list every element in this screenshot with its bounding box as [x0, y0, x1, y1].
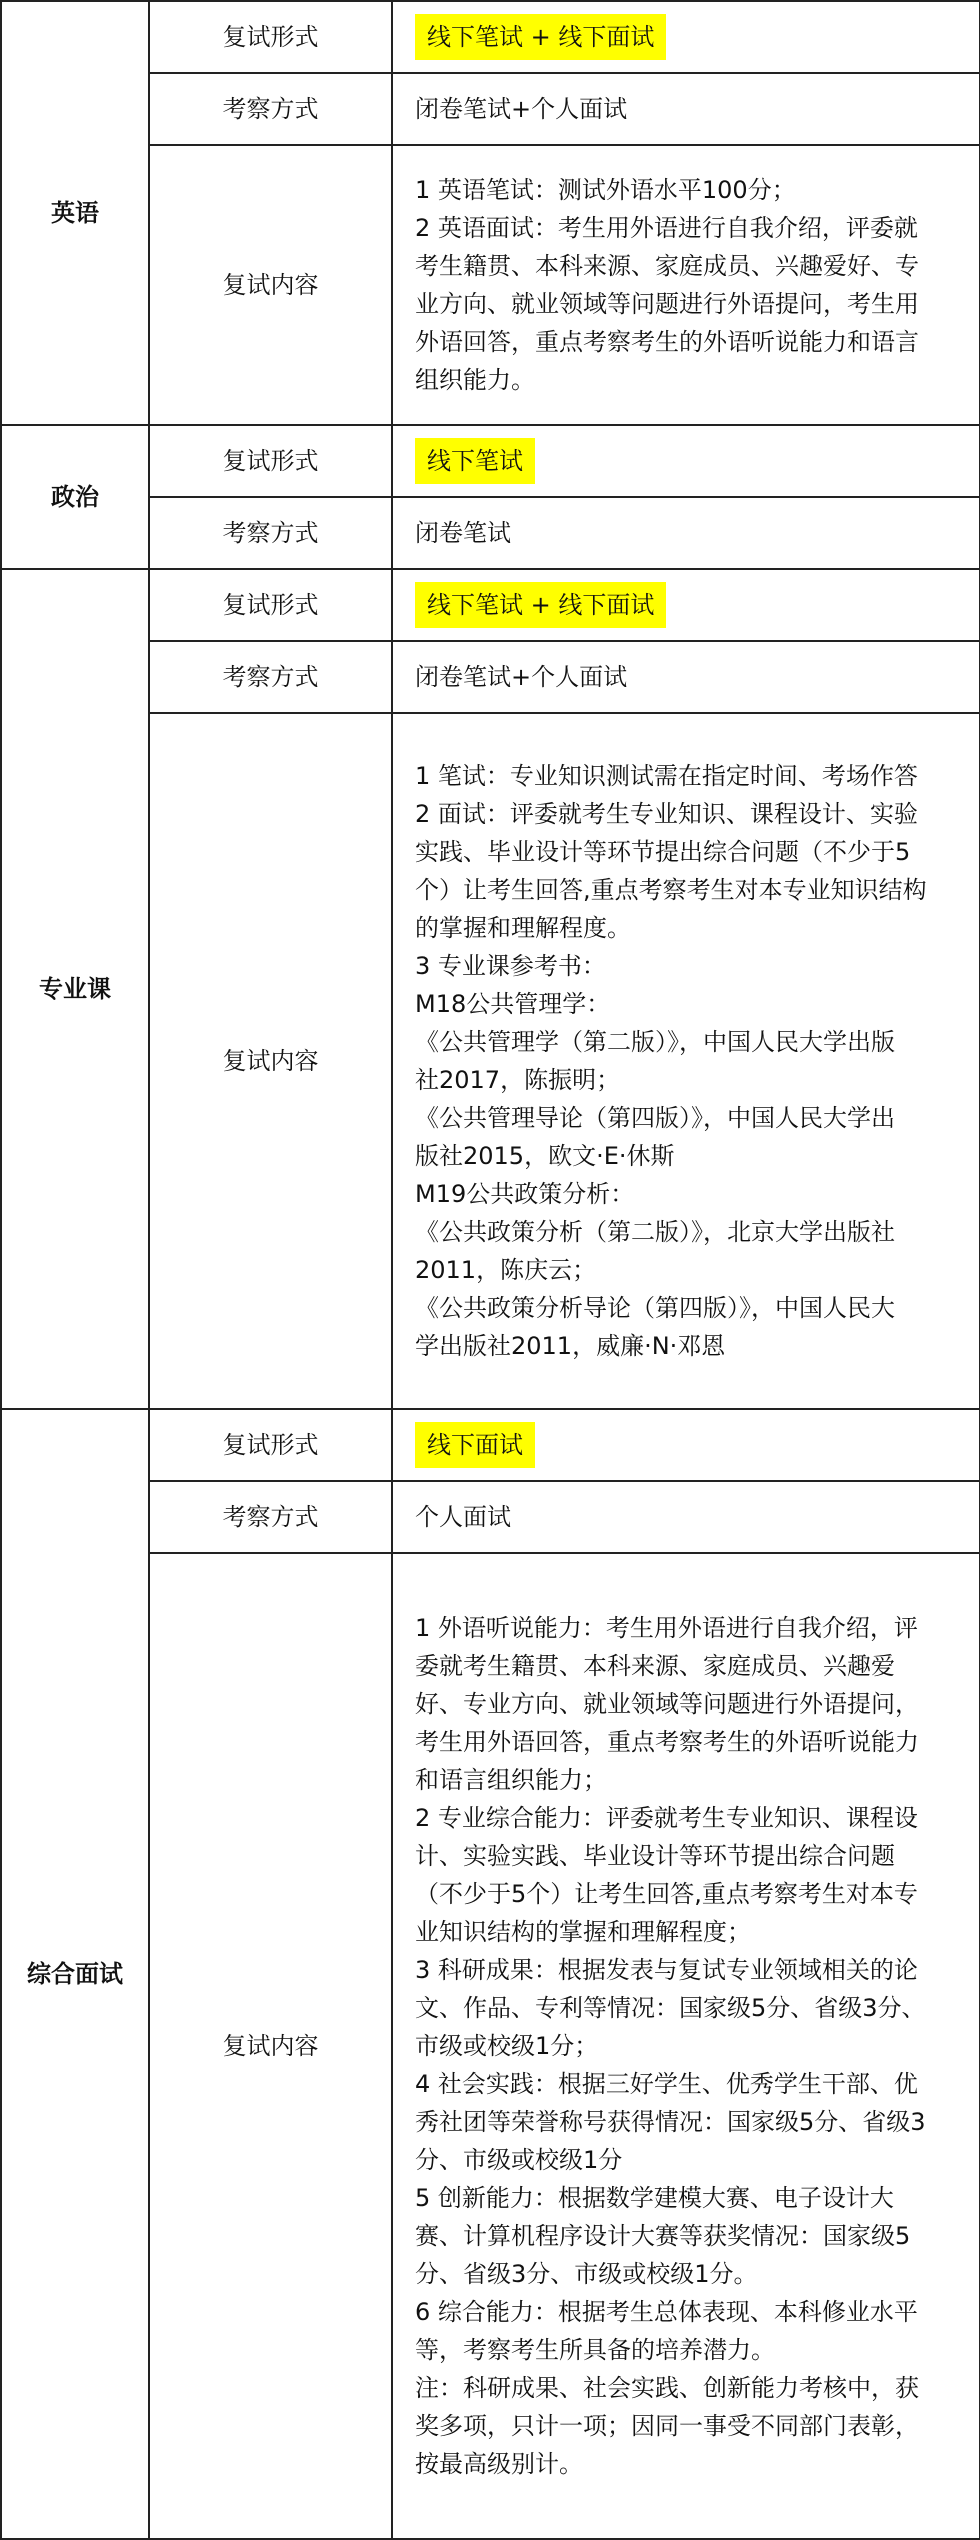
- content-line: 《公共管理导论（第四版）》，中国人民大学出: [415, 1104, 895, 1132]
- politics-form-value: [392, 425, 980, 497]
- interview-method-value: 个人面试: [392, 1481, 980, 1553]
- content-line: 3 专业课参考书：: [415, 952, 606, 980]
- content-label: 复试内容: [149, 145, 392, 425]
- content-line: 市级或校级1分；: [415, 2032, 599, 2060]
- content-line: 考生籍贯、本科来源、家庭成员、兴趣爱好、专: [415, 252, 919, 280]
- content-line: 分、省级3分、市级或校级1分。: [415, 2260, 758, 2288]
- content-line: 奖多项，只计一项；因同一事受不同部门表彰，: [415, 2412, 919, 2440]
- interview-form-row: [1, 1409, 980, 1481]
- content-line: 赛、计算机程序设计大赛等获奖情况：国家级5: [415, 2222, 911, 2250]
- content-line: 的掌握和理解程度。: [415, 914, 631, 942]
- method-label: 考察方式: [149, 1481, 392, 1553]
- interview-form-value: [392, 1409, 980, 1481]
- subject-english: 英语: [1, 1, 149, 425]
- subject-politics: 政治: [1, 425, 149, 569]
- english-form-row: [1, 1, 980, 73]
- content-line: 学出版社2011，威廉·N·邓恩: [415, 1332, 726, 1360]
- content-line: 1 英语笔试：测试外语水平100分；: [415, 176, 796, 204]
- form-label: 复试形式: [149, 425, 392, 497]
- content-line: 业知识结构的掌握和理解程度；: [415, 1918, 751, 1946]
- content-line: 6 综合能力：根据考生总体表现、本科修业水平: [415, 2298, 918, 2326]
- content-line: M18公共管理学：: [415, 990, 611, 1018]
- method-label: 考察方式: [149, 641, 392, 713]
- content-line: 秀社团等荣誉称号获得情况：国家级5分、省级3: [415, 2108, 926, 2136]
- major-method-value: 闭卷笔试+个人面试: [392, 641, 980, 713]
- english-form-value: [392, 1, 980, 73]
- english-content: [392, 145, 980, 425]
- major-form-row: [1, 569, 980, 641]
- content-line: （不少于5个）让考生回答,重点考察考生对本专: [415, 1880, 918, 1908]
- politics-form-row: [1, 425, 980, 497]
- content-line: 2 面试：评委就考生专业知识、课程设计、实验: [415, 800, 918, 828]
- politics-method-value: 闭卷笔试: [392, 497, 980, 569]
- content-line: 考生用外语回答，重点考察考生的外语听说能力: [415, 1728, 919, 1756]
- content-line: 社2017，陈振明；: [415, 1066, 621, 1094]
- content-line: 委就考生籍贯、本科来源、家庭成员、兴趣爱: [415, 1652, 895, 1680]
- interview-content: [392, 1553, 980, 2539]
- content-line: 《公共管理学（第二版）》，中国人民大学出版: [415, 1028, 895, 1056]
- form-label: 复试形式: [149, 1409, 392, 1481]
- content-line: 2011，陈庆云；: [415, 1256, 597, 1284]
- content-line: 4 社会实践：根据三好学生、优秀学生干部、优: [415, 2070, 918, 2098]
- method-label: 考察方式: [149, 73, 392, 145]
- content-line: 组织能力。: [415, 366, 535, 394]
- content-line: 按最高级别计。: [415, 2450, 583, 2478]
- subject-interview: 综合面试: [1, 1409, 149, 2539]
- content-line: 实践、毕业设计等环节提出综合问题（不少于5: [415, 838, 911, 866]
- highlighted-text: 线下笔试 + 线下面试: [415, 14, 666, 60]
- content-line: 1 笔试：专业知识测试需在指定时间、考场作答: [415, 762, 918, 790]
- content-line: M19公共政策分析：: [415, 1180, 635, 1208]
- content-line: 2 英语面试：考生用外语进行自我介绍，评委就: [415, 214, 918, 242]
- form-label: 复试形式: [149, 1, 392, 73]
- english-method-value: 闭卷笔试+个人面试: [392, 73, 980, 145]
- highlighted-text: 线下笔试 + 线下面试: [415, 582, 666, 628]
- content-line: 版社2015，欧文·E·休斯: [415, 1142, 675, 1170]
- content-line: 《公共政策分析（第二版）》，北京大学出版社: [415, 1218, 895, 1246]
- form-label: 复试形式: [149, 569, 392, 641]
- method-label: 考察方式: [149, 497, 392, 569]
- major-content: [392, 713, 980, 1409]
- content-line: 5 创新能力：根据数学建模大赛、电子设计大: [415, 2184, 894, 2212]
- content-line: 业方向、就业领域等问题进行外语提问，考生用: [415, 290, 919, 318]
- subject-major: 专业课: [1, 569, 149, 1409]
- content-line: 1 外语听说能力：考生用外语进行自我介绍，评: [415, 1614, 918, 1642]
- content-line: 和语言组织能力；: [415, 1766, 607, 1794]
- highlighted-text: 线下笔试: [415, 438, 535, 484]
- content-label: 复试内容: [149, 713, 392, 1409]
- content-line: 个）让考生回答,重点考察考生对本专业知识结构: [415, 876, 927, 904]
- content-label: 复试内容: [149, 1553, 392, 2539]
- content-line: 《公共政策分析导论（第四版）》，中国人民大: [415, 1294, 895, 1322]
- content-line: 注：科研成果、社会实践、创新能力考核中，获: [415, 2374, 919, 2402]
- content-line: 文、作品、专利等情况：国家级5分、省级3分、: [415, 1994, 926, 2022]
- content-line: 3 科研成果：根据发表与复试专业领域相关的论: [415, 1956, 918, 1984]
- content-line: 好、专业方向、就业领域等问题进行外语提问，: [415, 1690, 919, 1718]
- highlighted-text: 线下面试: [415, 1422, 535, 1468]
- content-line: 外语回答，重点考察考生的外语听说能力和语言: [415, 328, 919, 356]
- content-line: 2 专业综合能力：评委就考生专业知识、课程设: [415, 1804, 918, 1832]
- content-line: 等，考察考生所具备的培养潜力。: [415, 2336, 775, 2364]
- content-line: 分、市级或校级1分: [415, 2146, 623, 2174]
- major-form-value: [392, 569, 980, 641]
- content-line: 计、实验实践、毕业设计等环节提出综合问题: [415, 1842, 895, 1870]
